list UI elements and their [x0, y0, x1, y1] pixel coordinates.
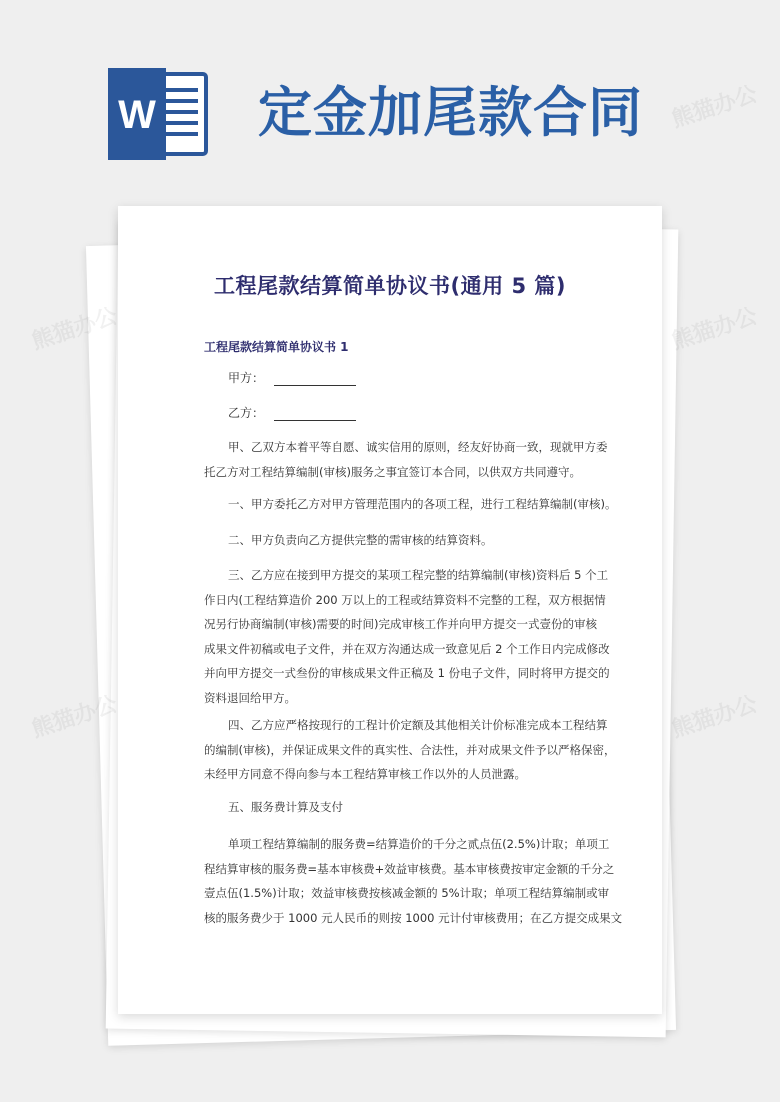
clause-3 [204, 563, 610, 710]
paragraph-line: 况另行协商编制(审核)需要的时间)完成审核工作并向甲方提交一式壹份的审核 [204, 617, 597, 631]
clause-5 [204, 795, 606, 820]
paragraph-line: 的编制(审核)，并保证成果文件的真实性、合法性，并对成果文件予以严格保密， [204, 742, 616, 757]
paragraph-line: 托乙方对工程结算编制(审核)服务之事宜签订本合同，以供双方共同遵守。 [204, 464, 581, 479]
watermark: 熊猫办公 [668, 81, 761, 133]
paragraph-line: 核的服务费少于 1000 元人民币的则按 1000 元计付审核费用；在乙方提交成果文 [204, 910, 623, 925]
paragraph-line: 壹点伍(1.5%)计取；效益审核费按核减金额的 5%计取；单项工程结算编制或审 [204, 886, 610, 900]
paragraph-line: 未经甲方同意不得向参与本工程结算审核工作以外的人员泄露。 [204, 767, 526, 781]
paragraph-line: 一、甲方委托乙方对甲方管理范围内的各项工程，进行工程结算编制(审核)。 [228, 497, 617, 511]
paragraph-line: 甲、乙双方本着平等自愿、诚实信用的原则，经友好协商一致，现就甲方委 [228, 440, 608, 454]
paragraph-line: 程结算审核的服务费=基本审核费+效益审核费。基本审核费按审定金额的千分之 [204, 861, 615, 876]
party-b-label: 乙方： [228, 406, 265, 420]
clause-2 [204, 528, 606, 553]
paragraph-line: 资料退回给甲方。 [204, 690, 296, 705]
party-a-line [228, 369, 356, 386]
watermark: 熊猫办公 [28, 691, 121, 743]
document-page [118, 206, 662, 1014]
paragraph-line: 四、乙方应严格按现行的工程计价定额及其他相关计价标准完成本工程结算 [228, 718, 608, 732]
paragraph-line: 五、服务费计算及支付 [228, 800, 343, 814]
clause-4 [204, 713, 616, 787]
paragraph-line: 作日内(工程结算造价 200 万以上的工程或结算资料不完整的工程，双方根据情 [204, 592, 606, 607]
section-heading: 工程尾款结算简单协议书 1 [204, 340, 349, 354]
party-a-label: 甲方： [228, 371, 265, 385]
paragraph-line: 三、乙方应在接到甲方提交的某项工程完整的结算编制(审核)资料后 5 个工 [228, 568, 609, 582]
watermark: 熊猫办公 [668, 303, 761, 355]
party-a-blank [274, 373, 356, 386]
document-title: 工程尾款结算简单协议书(通用 5 篇) [214, 274, 566, 298]
watermark: 熊猫办公 [668, 691, 761, 743]
paragraph-line: 二、甲方负责向乙方提供完整的需审核的结算资料。 [228, 533, 493, 547]
paragraph-line: 单项工程结算编制的服务费=结算造价的千分之贰点伍(2.5%)计取；单项工 [228, 837, 610, 851]
page-title: 定金加尾款合同 [258, 80, 643, 144]
intro-paragraph [204, 435, 606, 484]
svg-text:W: W [118, 93, 156, 137]
party-b-blank [274, 408, 356, 421]
watermark: 熊猫办公 [28, 303, 121, 355]
clause-5-detail [204, 832, 623, 930]
party-b-line [228, 404, 356, 421]
paragraph-line: 并向甲方提交一式叁份的审核成果文件正稿及 1 份电子文件，同时将甲方提交的 [204, 666, 610, 680]
clause-1 [204, 492, 617, 517]
header [0, 0, 780, 200]
paragraph-line: 成果文件初稿或电子文件，并在双方沟通达成一致意见后 2 个工作日内完成修改 [204, 641, 610, 656]
word-document-icon [108, 68, 210, 160]
